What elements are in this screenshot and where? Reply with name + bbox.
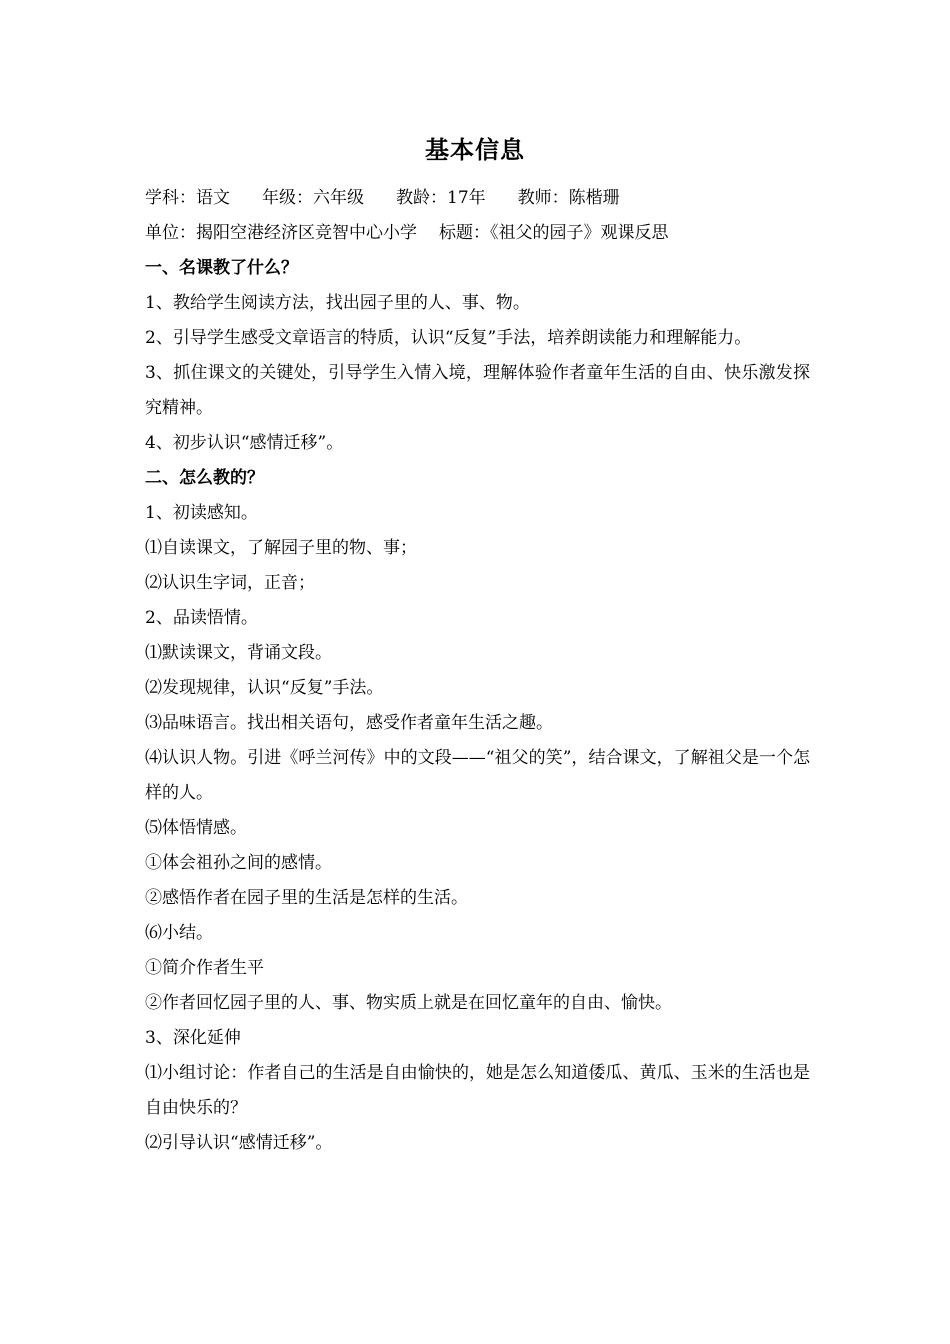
page-title: 基本信息 bbox=[425, 136, 525, 164]
section2-line: 1、初读感知。 bbox=[145, 503, 258, 523]
meta-unit: 单位：揭阳空港经济区竞智中心小学 bbox=[145, 223, 417, 243]
meta-subject: 学科：语文 bbox=[145, 188, 230, 208]
meta-row-2 bbox=[145, 216, 810, 251]
meta-teaching-years: 教龄：17年 bbox=[396, 188, 486, 208]
section2-line: ⑵认识生字词，正音； bbox=[145, 573, 315, 593]
section2-line: ⑵引导认识“感情迁移”。 bbox=[145, 1133, 333, 1153]
section2-line: ⑴自读课文，了解园子里的物、事； bbox=[145, 538, 417, 558]
section2-line: ⑴小组讨论：作者自己的生活是自由愉快的，她是怎么知道倭瓜、黄瓜、玉米的生活也是自由快乐的？ bbox=[145, 1063, 810, 1118]
section1-item: 2、引导学生感受文章语言的特质，认识“反复”手法，培养朗读能力和理解能力。 bbox=[145, 328, 752, 348]
section2-line: ⑶品味语言。找出相关语句，感受作者童年生活之趣。 bbox=[145, 713, 553, 733]
section2-line: ①简介作者生平 bbox=[145, 958, 264, 978]
section2-line: ①体会祖孙之间的感情。 bbox=[145, 853, 332, 873]
section2-line: ⑵发现规律，认识“反复”手法。 bbox=[145, 678, 384, 698]
section2-line: ⑸体悟情感。 bbox=[145, 818, 247, 838]
section-heading-1: 一、名课教了什么？ bbox=[145, 258, 298, 278]
section2-line: ②作者回忆园子里的人、事、物实质上就是在回忆童年的自由、愉快。 bbox=[145, 993, 672, 1013]
section2-line: ⑹小结。 bbox=[145, 923, 213, 943]
section1-item: 1、教给学生阅读方法，找出园子里的人、事、物。 bbox=[145, 293, 530, 313]
section1-item: 3、抓住课文的关键处，引导学生入情入境，理解体验作者童年生活的自由、快乐激发探究精神。 bbox=[145, 363, 810, 418]
section-heading-2: 二、怎么教的？ bbox=[145, 468, 264, 488]
document-body bbox=[145, 181, 810, 1161]
section2-line: ⑴默读课文，背诵文段。 bbox=[145, 643, 332, 663]
section2-line: ②感悟作者在园子里的生活是怎样的生活。 bbox=[145, 888, 468, 908]
section1-item: 4、初步认识“感情迁移”。 bbox=[145, 433, 344, 453]
meta-grade: 年级：六年级 bbox=[262, 188, 364, 208]
section2-line: 3、深化延伸 bbox=[145, 1028, 241, 1048]
meta-teacher: 教师：陈楷珊 bbox=[517, 188, 620, 208]
meta-topic: 标题：《祖父的园子》观课反思 bbox=[439, 223, 669, 243]
section2-line: ⑷认识人物。引进《呼兰河传》中的文段——“祖父的笑”，结合课文，了解祖父是一个怎样的人。 bbox=[145, 748, 810, 803]
meta-row-1 bbox=[145, 181, 810, 216]
section2-line: 2、品读悟情。 bbox=[145, 608, 258, 628]
